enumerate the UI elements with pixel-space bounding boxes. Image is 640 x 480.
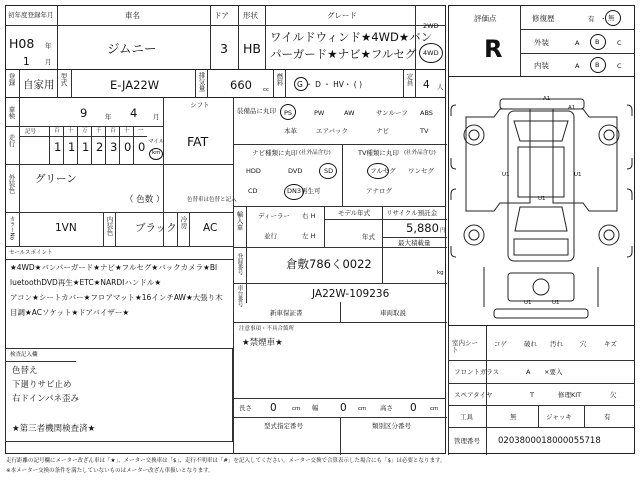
header-row <box>5 5 446 69</box>
tv-item: ワンセグ <box>408 167 434 175</box>
inspector-notes <box>5 348 233 442</box>
footer-line-2: ※本メーター交換の条件を満たしていないものはメーター改ざん車扱いとなります。 <box>6 468 214 474</box>
door-label: ドア <box>214 11 229 20</box>
footer-line-1: 走行距離の記号欄にメーター改ざん車は「★」、メーター交換車は「$」、走行不明車は「#」を記入してください。メーター交換で合算表示した場合にも「$」は必要となります。 <box>6 458 446 464</box>
color-no: 1VN <box>55 222 77 234</box>
reg-no: 倉敷786く0022 <box>286 257 372 271</box>
equipment-item: エアバック <box>316 127 348 135</box>
tv-note: (社外品含む) <box>404 150 436 156</box>
inspector-line-3: 右ドインパネ歪み <box>12 394 79 404</box>
tool-label: 工具 <box>460 413 473 421</box>
model-row <box>5 69 446 98</box>
door-count: 3 <box>220 41 228 56</box>
color-note: 色替車は色替と記入 <box>187 197 237 203</box>
marker-u1-roof: U1 <box>538 196 546 202</box>
odo-col-label: 百 <box>54 128 60 134</box>
tv-item: フルセグ <box>370 167 396 175</box>
inspection-label: 車検 <box>7 106 16 119</box>
navi-item: HDD <box>246 167 261 175</box>
interior-color: ブラック <box>135 222 177 234</box>
equipment-item: ABS <box>420 109 433 117</box>
odo-col-label: 千 <box>96 128 102 134</box>
sales-points <box>5 246 233 344</box>
spare-label: スペアタイヤ <box>454 391 493 399</box>
navi-item: CD <box>248 187 258 195</box>
ext-b: B <box>595 38 600 46</box>
score-label: 評価点 <box>474 14 497 23</box>
displacement-label: 排気量 <box>197 72 206 92</box>
odo-label: 走行 <box>7 134 16 147</box>
sales-line-3: アコン★シートカバー★フロアマット★16インチAW★大張り木 <box>10 293 223 302</box>
repair-opt-yes: 有 <box>588 15 595 23</box>
navi-circle <box>319 163 337 179</box>
admin-value: 0203800018000055718 <box>498 436 601 446</box>
sales-points-label: セールスポイント <box>9 250 53 256</box>
equipment-item: AW <box>344 109 355 117</box>
odo-col-label: 百 <box>110 128 116 134</box>
reg-no-label: 登録番号 <box>236 253 243 275</box>
inspection-month-unit: 月 <box>153 113 160 121</box>
odo-digit: 2 <box>96 140 104 154</box>
month-unit: 月 <box>45 58 52 66</box>
marker-u1-rear-left: U1 <box>524 300 532 306</box>
notes-value: ★禁煙車★ <box>242 338 283 348</box>
reg-type-value: 自家用 <box>23 79 55 91</box>
chassis-no: JA22W-109236 <box>312 288 390 300</box>
equipment-block <box>233 98 446 206</box>
odo-digit: 3 <box>110 140 118 154</box>
marker-u1-left: U1 <box>502 172 510 178</box>
import-parallel: 並行 <box>264 232 277 240</box>
height-value: 0 <box>410 402 417 414</box>
int-b: B <box>595 61 600 69</box>
odo-digit: 0 <box>124 140 132 154</box>
odo-digit: 1 <box>54 140 62 154</box>
odo-note-label: 記号 <box>25 129 37 135</box>
model-year-label: モデル年式 <box>338 209 371 217</box>
color-value: グリーン <box>35 173 77 185</box>
inspector-line-4: ★第三者機関検査済★ <box>12 424 96 434</box>
model-year-unit: 年式 <box>362 233 375 241</box>
odo-col-label: 十 <box>124 128 130 134</box>
odo-unit-mile: マイル <box>148 139 165 145</box>
reg-month: 1 <box>23 56 30 68</box>
seat-item-2: 破れ <box>524 340 537 348</box>
int-c: C <box>617 62 622 70</box>
max-load-label: 最大積載量 <box>398 239 431 247</box>
width-value: 0 <box>340 402 347 414</box>
inspector-line-2: 下廻りサビ止め <box>12 380 72 390</box>
seat-label: 室内シート <box>452 339 478 354</box>
length-label: 長さ <box>239 404 252 412</box>
import-block <box>233 206 446 307</box>
int-a: A <box>575 62 580 70</box>
exterior-label: 外装 <box>534 38 549 47</box>
score-value: R <box>484 35 503 63</box>
inspection-year: 9 <box>80 106 88 120</box>
car-name-label: 車名 <box>125 11 140 20</box>
marker-u1-rear-right: U1 <box>552 300 560 306</box>
seat-item-5: キズ <box>604 340 617 348</box>
admin-label: 管理番号 <box>454 437 480 445</box>
interior-color-label: 内装色 <box>105 216 114 236</box>
odo-col-label: 一 <box>138 128 144 134</box>
odo-digit: 0 <box>138 140 146 154</box>
ext-a: A <box>575 39 580 47</box>
chassis-label: 車台番号 <box>236 285 243 307</box>
equipment-item: PW <box>314 109 325 117</box>
glass-label: フロントガラス <box>454 368 500 376</box>
manual-label: 車両取説 <box>380 309 406 317</box>
fuel-label: 燃料 <box>275 73 284 86</box>
capacity-unit: 人 <box>437 83 444 91</box>
spare-kit: 修理KIT <box>558 391 582 399</box>
equipment-item: PS <box>284 109 293 117</box>
sales-line-4: 目調★ACソケット★ドアバイザー★ <box>10 308 130 317</box>
equipment-item: TV <box>420 127 429 135</box>
equipment-item: ナビ <box>376 127 389 135</box>
inspection-block <box>5 98 237 246</box>
new-car-warranty: 新車保証書 <box>270 309 303 317</box>
car-name: ジムニー <box>107 41 157 56</box>
grade-line-2: パーガード★ナビ★フルセグ <box>270 47 417 61</box>
import-right: 右 H <box>302 212 316 220</box>
ac-label: 冷房 <box>179 216 188 229</box>
drive-selected: 4WD <box>423 49 439 57</box>
recycle-value: 5,880 <box>406 221 439 235</box>
seat-item-3: 汚れ <box>550 340 563 348</box>
displacement-unit: cc <box>263 87 270 93</box>
inspector-label: 検査記入欄 <box>10 352 38 358</box>
width-label: 幅 <box>312 404 319 412</box>
import-left: 左 H <box>302 232 316 240</box>
shape-label: 形状 <box>243 11 258 20</box>
score-block <box>448 5 635 77</box>
jack-label: ジャッキ <box>546 413 572 421</box>
type-cert-label: 型式指定番号 <box>264 422 303 430</box>
marker-a1-front: A1 <box>543 96 551 102</box>
reg-type-label: 登録 <box>7 73 16 86</box>
inspection-year-unit: 年 <box>105 113 112 121</box>
height-unit: cm <box>430 406 439 412</box>
ac-value: AC <box>203 222 218 234</box>
sales-line-1: ★4WD★バンパーガード★ナビ★フルセグ★バックカメラ★Bl <box>10 263 218 272</box>
spare-none: 欠 <box>610 391 617 399</box>
length-value: 0 <box>270 402 277 414</box>
capacity-value: 4 <box>423 79 430 91</box>
shift-label: シフト <box>190 101 210 109</box>
navi-dn3-circle <box>284 184 304 200</box>
color-label: 外装色 <box>7 174 16 194</box>
navi-title: ナビ種類に丸印 <box>252 149 298 157</box>
notes-label: 注意事項・不具合箇所 <box>239 326 295 332</box>
equipment-item: 本革 <box>284 127 297 135</box>
recycle-label: リサイクル預託金 <box>386 209 438 217</box>
inspector-line-1: 色替え <box>12 366 38 376</box>
marker-u1-right: U1 <box>574 172 582 178</box>
max-load-unit: kg <box>437 270 444 276</box>
car-diagram <box>448 77 635 325</box>
tool-value: 無 <box>510 413 517 421</box>
interior-rows <box>448 325 635 454</box>
grade-label: グレード <box>327 11 357 20</box>
marker-a1-hood: A1 <box>568 105 576 111</box>
odo-unit-km: km <box>152 150 161 156</box>
displacement-value: 660 <box>230 78 252 92</box>
recycle-unit: 円 <box>440 228 446 234</box>
era-year: H08 <box>9 36 35 51</box>
odo-col-label: 万 <box>82 128 88 134</box>
navi-item: DN3再生可 <box>287 187 321 195</box>
repair-opt-no: 無 <box>608 14 615 22</box>
navi-item: DVD <box>288 167 303 175</box>
import-label: 輸入車 <box>235 211 244 231</box>
width-unit: cm <box>358 406 367 412</box>
category-label: 類別区分番号 <box>372 422 411 430</box>
color-count: （ 色数 ） <box>125 195 165 205</box>
equipment-item: サンルーフ <box>376 109 408 117</box>
equipment-label: 装備品に丸印 <box>237 107 276 115</box>
navi-note: (社外品含む) <box>299 150 331 156</box>
jack-value: 有 <box>604 413 611 421</box>
glass-mark-a: A <box>526 368 531 376</box>
navi-item: SD <box>324 167 334 175</box>
color-no-label: カラーNo <box>8 216 15 240</box>
length-unit: cm <box>292 406 301 412</box>
model-code-label: 型式 <box>59 73 68 86</box>
inspection-month: 4 <box>130 106 138 120</box>
seat-item-4: 穴 <box>580 340 587 348</box>
ext-c: C <box>617 39 622 47</box>
interior-label: 内装 <box>534 61 549 70</box>
glass-mark-b: ×要入 <box>544 368 563 376</box>
tv-circle <box>367 163 389 179</box>
shift-value: FAT <box>187 134 209 149</box>
tv-title: TV種類に丸印 <box>358 149 399 157</box>
body-type: HB <box>243 41 261 56</box>
dims-block <box>233 398 446 454</box>
repair-label: 修復歴 <box>532 14 555 23</box>
reg-date-label: 初年度登録年月 <box>8 11 54 19</box>
import-dealer: ディーラー <box>258 212 290 220</box>
tv-item: アナログ <box>366 187 392 195</box>
odo-col-label: 十 <box>68 128 74 134</box>
odo-digit: 1 <box>68 140 76 154</box>
year-unit: 年 <box>45 42 52 50</box>
grade-line-1: ワイルドウィンド★4WD★バン <box>270 30 433 44</box>
model-code: E-JA22W <box>110 78 160 92</box>
spare-t: T <box>530 391 534 399</box>
repair-sep: ・ <box>600 15 607 23</box>
sales-line-2: luetoothDVD再生★ETC★NARDIハンドル★ <box>10 278 162 287</box>
drive-label: 2WD <box>423 22 439 30</box>
height-label: 高さ <box>380 404 393 412</box>
capacity-label: 定員 <box>405 73 414 86</box>
odo-digit: 1 <box>82 140 90 154</box>
fuel-options: G ・ D ・ HV・ ( ) <box>297 80 363 89</box>
seat-item-1: コゲ <box>494 340 507 348</box>
